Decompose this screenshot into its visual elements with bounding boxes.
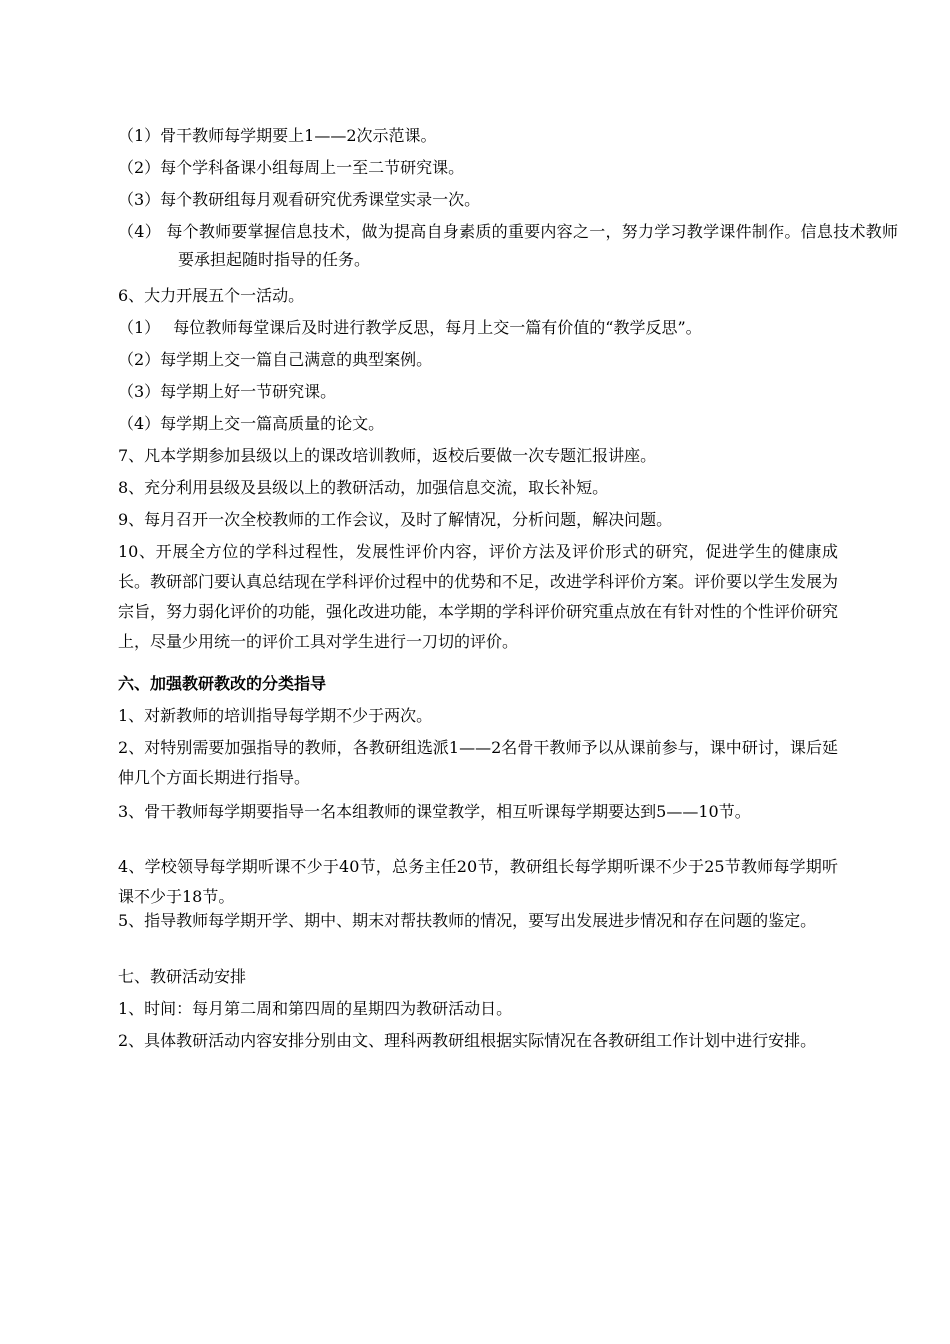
section-heading: 六、加强教研教改的分类指导: [118, 674, 327, 693]
text-line: 7、凡本学期参加县级以上的课改培训教师，返校后要做一次专题汇报讲座。: [118, 446, 657, 465]
text-paragraph: 10、开展全方位的学科过程性，发展性评价内容，评价方法及评价形式的研究，促进学生的健康成长。教研部门要认真总结现在学科评价过程中的优势和不足，改进学科评价方案。评价要以学生发展为宗旨，努力弱化评价的功能，强化改进功能，本学期的学科评价研究重点放在有针对性的个性评价研究上，尽量少用统一的评价工具对学生进行一刀切的评价。: [118, 542, 839, 651]
text-paragraph: 2、对特别需要加强指导的教师，各教研组选派1——2名骨干教师予以从课前参与，课中研讨，课后延伸几个方面长期进行指导。: [118, 738, 838, 787]
text-paragraph: 4、学校领导每学期听课不少于40节，总务主任20节，教研组长每学期听课不少于25节教师每学期听课不少于18节。: [118, 857, 838, 906]
text-line: （4）每学期上交一篇高质量的论文。: [118, 414, 385, 433]
section-heading: 七、教研活动安排: [118, 967, 247, 986]
text-paragraph: 2、具体教研活动内容安排分别由文、理科两教研组根据实际情况在各教研组工作计划中进行安排。: [118, 1031, 817, 1050]
text-paragraph: （4） 每个教师要掌握信息技术，做为提高自身素质的重要内容之一，努力学习教学课件制作。信息技术教师要承担起随时指导的任务。: [118, 222, 898, 269]
text-line: （1） 每位教师每堂课后及时进行教学反思，每月上交一篇有价值的“教学反思”。: [118, 318, 702, 337]
text-line: （3）每个教研组每月观看研究优秀课堂实录一次。: [118, 190, 481, 209]
text-line: （1）骨干教师每学期要上1——2次示范课。: [118, 126, 437, 145]
text-line: 1、对新教师的培训指导每学期不少于两次。: [118, 706, 433, 725]
text-line: 9、每月召开一次全校教师的工作会议，及时了解情况，分析问题，解决问题。: [118, 510, 673, 529]
text-paragraph: 5、指导教师每学期开学、期中、期末对帮扶教师的情况，要写出发展进步情况和存在问题的鉴定。: [118, 911, 817, 930]
text-line: 8、充分利用县级及县级以上的教研活动，加强信息交流，取长补短。: [118, 478, 609, 497]
text-line: 6、大力开展五个一活动。: [118, 286, 305, 305]
text-line: （2）每个学科备课小组每周上一至二节研究课。: [118, 158, 465, 177]
text-line: 1、时间：每月第二周和第四周的星期四为教研活动日。: [118, 999, 513, 1018]
text-paragraph: 3、骨干教师每学期要指导一名本组教师的课堂教学，相互听课每学期要达到5——10节。: [118, 802, 751, 821]
text-line: （2）每学期上交一篇自己满意的典型案例。: [118, 350, 433, 369]
text-line: （3）每学期上好一节研究课。: [118, 382, 337, 401]
